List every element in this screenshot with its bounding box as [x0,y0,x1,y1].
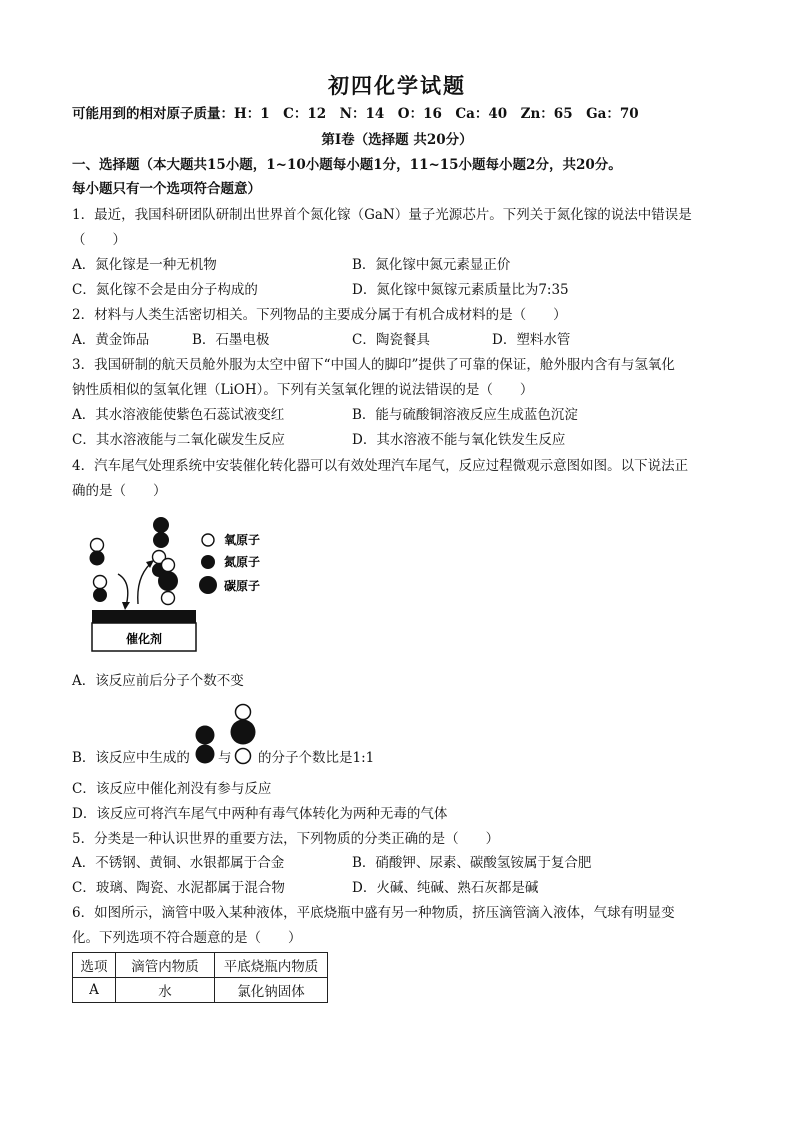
q4-option-b-suffix: 的分子个数比是1:1 [258,750,375,766]
table-header-option: 选项 [73,953,116,978]
q2-stem: 2．材料与人类生活密切相关。下列物品的主要成分属于有机合成材料的是（ ） [72,307,567,323]
atomic-masses: 可能用到的相对原子质量：H：1 C：12 N：14 O：16 Ca：40 Zn：65 Ga：70 [72,106,639,122]
q4-option-b-mid: 与 [218,750,232,766]
table-header-dropper: 滴管内物质 [116,953,215,978]
legend-oxygen-label: 氧原子 [224,533,261,547]
n2-molecule-icon [194,724,216,766]
q2-option-d: D．塑料水管 [492,332,571,348]
q3-option-a: A．其水溶液能使紫色石蕊试液变红 [72,407,285,423]
part1-heading-line1: 一、选择题（本大题共15小题，1~10小题每小题1分，11~15小题每小题2分，共20分。 [72,157,622,173]
q5-option-d: D．火碱、纯碱、熟石灰都是碱 [352,880,539,896]
q3-option-d: D．其水溶液不能与氧化铁发生反应 [352,432,566,448]
q5-option-c: C．玻璃、陶瓷、水泥都属于混合物 [72,880,285,896]
q6-stem-line2: 化。下列选项不符合题意的是（ ） [72,930,302,946]
exam-title: 初四化学试题 [328,73,466,98]
catalyst-surface [92,610,196,623]
q3-stem-line1: 3．我国研制的航天员舱外服为太空中留下“中国人的脚印”提供了可靠的保证，舱外服内含有与氢氧化 [72,357,675,373]
q2-option-a: A．黄金饰品 [72,332,150,348]
arrow-up-icon [138,564,150,604]
q5-option-a: A．不锈钢、黄铜、水银都属于合金 [72,855,285,871]
co2-molecule-icon [229,703,257,767]
table-cell-dropper: 水 [116,978,215,1003]
molecule-co2-right [158,559,178,605]
arrow-down-icon [118,574,128,606]
q1-option-d: D．氮化镓中氮镓元素质量比为7:35 [352,282,569,298]
q5-stem: 5．分类是一种认识世界的重要方法，下列物质的分类正确的是（ ） [72,831,500,847]
part1-heading-line2: 每小题只有一个选项符合题意） [72,181,261,197]
molecule-o-n-lower [93,576,107,603]
q4-option-d: D．该反应可将汽车尾气中两种有毒气体转化为两种无毒的气体 [72,806,448,822]
table-row [73,978,328,1003]
molecule-o-c-left [90,539,105,566]
q3-option-c: C．其水溶液能与二氧化碳发生反应 [72,432,285,448]
q2-option-c: C．陶瓷餐具 [352,332,430,348]
q3-option-b: B．能与硫酸铜溶液反应生成蓝色沉淀 [352,407,578,423]
table-header-row [73,953,328,978]
q4-option-a: A．该反应前后分子个数不变 [72,673,244,689]
q6-stem-line1: 6．如图所示，滴管中吸入某种液体，平底烧瓶中盛有另一种物质，挤压滴管滴入液体，气球有明显变 [72,905,675,921]
q2-option-b: B．石墨电极 [192,332,270,348]
legend-carbon-icon [199,576,217,594]
q4-reaction-diagram [80,512,280,657]
table-cell-option: A [73,978,116,1003]
q5-option-b: B．硝酸钾、尿素、碳酸氢铵属于复合肥 [352,855,592,871]
q4-option-c: C．该反应中催化剂没有参与反应 [72,781,272,797]
legend-carbon-label: 碳原子 [224,579,261,593]
table-header-flask: 平底烧瓶内物质 [215,953,328,978]
q6-table [72,952,328,1003]
q1-option-c: C．氮化镓不会是由分子构成的 [72,282,258,298]
q1-stem-line1: 1．最近，我国科研团队研制出世界首个氮化镓（GaN）量子光源芯片。下列关于氮化镓的说法中错误是 [72,207,692,223]
q1-option-a: A．氮化镓是一种无机物 [72,257,217,273]
legend-nitrogen-label: 氮原子 [224,555,261,569]
section-header: 第Ⅰ卷（选择题 共20分） [321,132,473,148]
q4-option-b-prefix: B．该反应中生成的 [72,750,190,766]
q4-stem-line2: 确的是（ ） [72,483,167,499]
molecule-n2-top [153,517,169,548]
q1-stem-line2: （ ） [72,232,126,248]
catalyst-label: 催化剂 [125,632,163,646]
legend-oxygen-icon [202,534,214,546]
q1-option-b: B．氮化镓中氮元素显正价 [352,257,511,273]
q4-stem-line1: 4．汽车尾气处理系统中安装催化转化器可以有效处理汽车尾气，反应过程微观示意图如图。以下说法正 [72,458,689,474]
q3-stem-line2: 钠性质相似的氢氧化锂（LiOH）。下列有关氢氧化锂的说法错误的是（ ） [72,382,534,398]
arrow-down-head-icon [122,602,130,610]
table-cell-flask: 氯化钠固体 [215,978,328,1003]
legend-nitrogen-icon [201,555,215,569]
